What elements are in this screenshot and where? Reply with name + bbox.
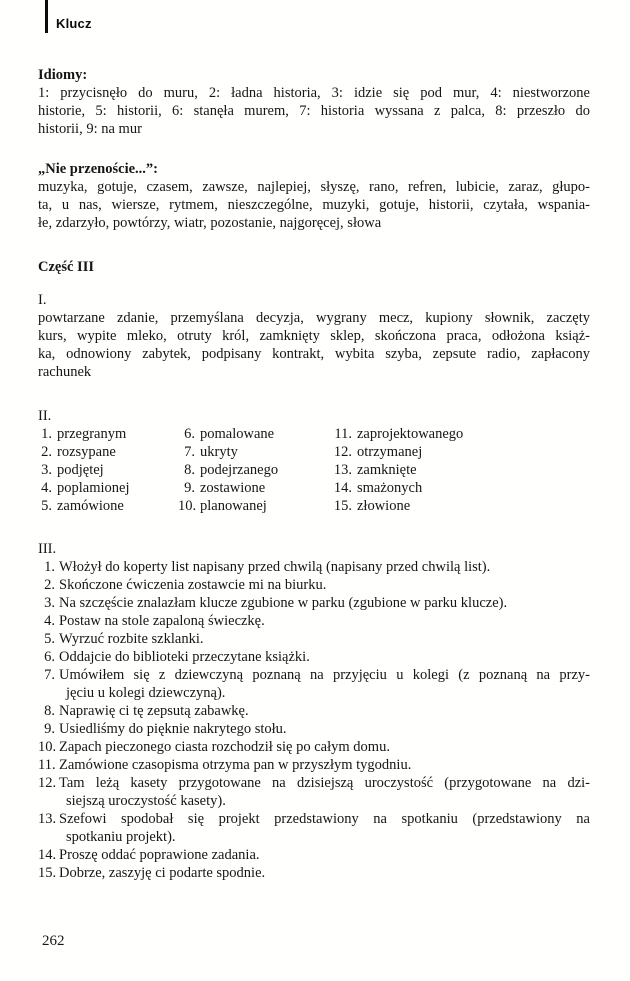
page-content: [38, 66, 590, 882]
text-line: Umówiłem się z dziewczyną poznaną na przyjęciu u kolegi (z poznaną na przy-: [59, 667, 590, 683]
nie-przenoscie-paragraph: [38, 178, 590, 232]
sentence-number: 14.: [38, 847, 57, 863]
text-line: Tam leżą kasety przygotowane na dzisiejszą uroczystość (przygotowane na dzi-: [59, 775, 590, 791]
sentence-number: 7.: [44, 667, 55, 683]
sentence-text: [59, 648, 590, 666]
sentence-number: 3.: [44, 595, 55, 611]
text-line: siejszą uroczystość kasety).: [66, 793, 226, 809]
header-rule: [45, 0, 48, 33]
text-line: muzyka, gotuje, czasem, zawsze, najlepiej, słyszę, rano, refren, lubicie, zaraz, głupo-: [38, 179, 590, 195]
text-line: łe, zdarzyło, powtórzy, wiatr, pozostanie, najgoręcej, słowa: [38, 215, 382, 231]
text-line: Zamówione czasopisma otrzyma pan w przyszłym tygodniu.: [59, 757, 412, 773]
sentence-number: 12.: [38, 775, 57, 791]
sentence-item: [38, 648, 590, 666]
sentence-item: [38, 738, 590, 756]
idioms-paragraph: [38, 84, 590, 138]
text-line: rachunek: [38, 364, 92, 380]
answer-row: [178, 479, 333, 497]
answer-text: zaprojektowanego: [357, 426, 464, 442]
exercise-1-label: I.: [38, 292, 47, 308]
sentence-text: [59, 666, 590, 702]
text-line: powtarzane zdanie, przemyślana decyzja, wygrany mecz, kupiony słownik, zaczęty: [38, 310, 590, 326]
answer-row: [333, 443, 590, 461]
sentence-number: 8.: [44, 703, 55, 719]
sentence-number: 4.: [44, 613, 55, 629]
answer-text: smażonych: [357, 480, 423, 496]
text-line: Naprawię ci tę zepsutą zabawkę.: [59, 703, 249, 719]
text-line: Skończone ćwiczenia zostawcie mi na biurku.: [59, 577, 327, 593]
answer-text: podjętej: [57, 462, 104, 478]
text-line: ka, odnowiony zabytek, podpisany kontrakt, wybita szyba, zepsute radio, zapłacony: [38, 346, 590, 362]
answer-text: poplamionej: [57, 480, 130, 496]
sentence-text: [59, 558, 590, 576]
answer-text: pomalowane: [200, 426, 275, 442]
text-line: kurs, wypite mleko, otruty król, zamknięty sklep, skończona praca, odłożona książ-: [38, 328, 590, 344]
sentence-text: [59, 756, 590, 774]
answer-number: 10.: [178, 498, 197, 514]
text-line: spotkaniu projekt).: [66, 829, 176, 845]
sentence-number: 2.: [44, 577, 55, 593]
answer-number: 2.: [41, 444, 52, 460]
answer-number: 14.: [333, 480, 352, 496]
text-line: jęciu u kolegi dziewczyną).: [66, 685, 226, 701]
sentence-text: [59, 738, 590, 756]
page-number: 262: [42, 933, 65, 949]
exercise-1-paragraph: [38, 309, 590, 381]
answer-text: przegranym: [57, 426, 127, 442]
sentence-number: 11.: [38, 757, 56, 773]
sentence-text: [59, 774, 590, 810]
sentence-number: 1.: [44, 559, 55, 575]
exercise-2-label: II.: [38, 408, 52, 424]
sentence-text: [59, 810, 590, 846]
text-line: Dobrze, zaszyję ci podarte spodnie.: [59, 865, 266, 881]
sentence-text: [59, 702, 590, 720]
exercise-3-list: [38, 558, 590, 882]
sentence-item: [38, 702, 590, 720]
answer-number: 4.: [41, 480, 52, 496]
answer-row: [333, 497, 590, 515]
answer-row: [178, 461, 333, 479]
answer-row: [38, 461, 178, 479]
answer-column: [178, 425, 333, 515]
running-head: Klucz: [56, 16, 92, 31]
answer-number: 13.: [333, 462, 352, 478]
answer-text: planowanej: [200, 498, 267, 514]
sentence-text: [59, 864, 590, 882]
answer-row: [38, 479, 178, 497]
answer-number: 5.: [41, 498, 52, 514]
answer-text: podejrzanego: [200, 462, 279, 478]
answer-row: [38, 443, 178, 461]
text-line: Włożył do koperty list napisany przed chwilą (napisany przed chwilą list).: [59, 559, 491, 575]
answer-row: [38, 425, 178, 443]
text-line: historie, 5: historii, 6: stanęła murem, 7: historia wyssana z palca, 8: przeszło do: [38, 103, 590, 119]
answer-row: [38, 497, 178, 515]
answer-row: [178, 443, 333, 461]
sentence-number: 10.: [38, 739, 57, 755]
sentence-number: 15.: [38, 865, 57, 881]
sentence-text: [59, 612, 590, 630]
sentence-text: [59, 846, 590, 864]
text-line: Oddajcie do biblioteki przeczytane książki.: [59, 649, 310, 665]
sentence-item: [38, 666, 590, 702]
answer-row: [178, 425, 333, 443]
part-three-heading: Część III: [38, 259, 94, 275]
sentence-item: [38, 720, 590, 738]
answer-row: [333, 479, 590, 497]
idioms-heading: Idiomy:: [38, 67, 88, 83]
answer-number: 7.: [184, 444, 195, 460]
answer-number: 12.: [333, 444, 352, 460]
sentence-text: [59, 720, 590, 738]
answer-row: [178, 497, 333, 515]
sentence-item: [38, 846, 590, 864]
nie-przenoscie-heading: „Nie przenoście...”:: [38, 161, 158, 177]
text-line: Szefowi spodobał się projekt przedstawiony na spotkaniu (przedstawiony na: [59, 811, 590, 827]
exercise-2-columns: [38, 425, 590, 515]
answer-text: zamówione: [57, 498, 124, 514]
answer-number: 1.: [41, 426, 52, 442]
answer-text: ukryty: [200, 444, 238, 460]
answer-row: [333, 461, 590, 479]
answer-column: [38, 425, 178, 515]
answer-column: [333, 425, 590, 515]
sentence-item: [38, 558, 590, 576]
sentence-item: [38, 756, 590, 774]
sentence-number: 13.: [38, 811, 57, 827]
answer-text: rozsypane: [57, 444, 116, 460]
answer-number: 3.: [41, 462, 52, 478]
text-line: ta, u nas, wiersze, rytmem, nieszczególne, muzyki, gotuje, historii, czytała, wspania-: [38, 197, 590, 213]
answer-number: 15.: [333, 498, 352, 514]
sentence-item: [38, 864, 590, 882]
text-line: Zapach pieczonego ciasta rozchodził się po całym domu.: [59, 739, 390, 755]
answer-text: złowione: [357, 498, 411, 514]
sentence-number: 5.: [44, 631, 55, 647]
sentence-item: [38, 774, 590, 810]
text-line: Usiedliśmy do pięknie nakrytego stołu.: [59, 721, 287, 737]
text-line: Wyrzuć rozbite szklanki.: [59, 631, 204, 647]
text-line: historii, 9: na mur: [38, 121, 142, 137]
sentence-number: 9.: [44, 721, 55, 737]
sentence-number: 6.: [44, 649, 55, 665]
sentence-item: [38, 594, 590, 612]
answer-row: [333, 425, 590, 443]
sentence-item: [38, 612, 590, 630]
sentence-item: [38, 630, 590, 648]
answer-number: 11.: [334, 426, 352, 442]
text-line: Na szczęście znalazłam klucze zgubione w parku (zgubione w parku klucze).: [59, 595, 508, 611]
text-line: Proszę oddać poprawione zadania.: [59, 847, 260, 863]
answer-number: 9.: [184, 480, 195, 496]
sentence-text: [59, 594, 590, 612]
text-line: 1: przycisnęło do muru, 2: ładna historia, 3: idzie się pod mur, 4: niestworzone: [38, 85, 590, 101]
text-line: Postaw na stole zapaloną świeczkę.: [59, 613, 265, 629]
answer-number: 6.: [184, 426, 195, 442]
answer-text: otrzymanej: [357, 444, 423, 460]
exercise-3-label: III.: [38, 541, 57, 557]
sentence-item: [38, 810, 590, 846]
answer-text: zamknięte: [357, 462, 417, 478]
sentence-item: [38, 576, 590, 594]
sentence-text: [59, 630, 590, 648]
answer-number: 8.: [184, 462, 195, 478]
sentence-text: [59, 576, 590, 594]
answer-text: zostawione: [200, 480, 266, 496]
